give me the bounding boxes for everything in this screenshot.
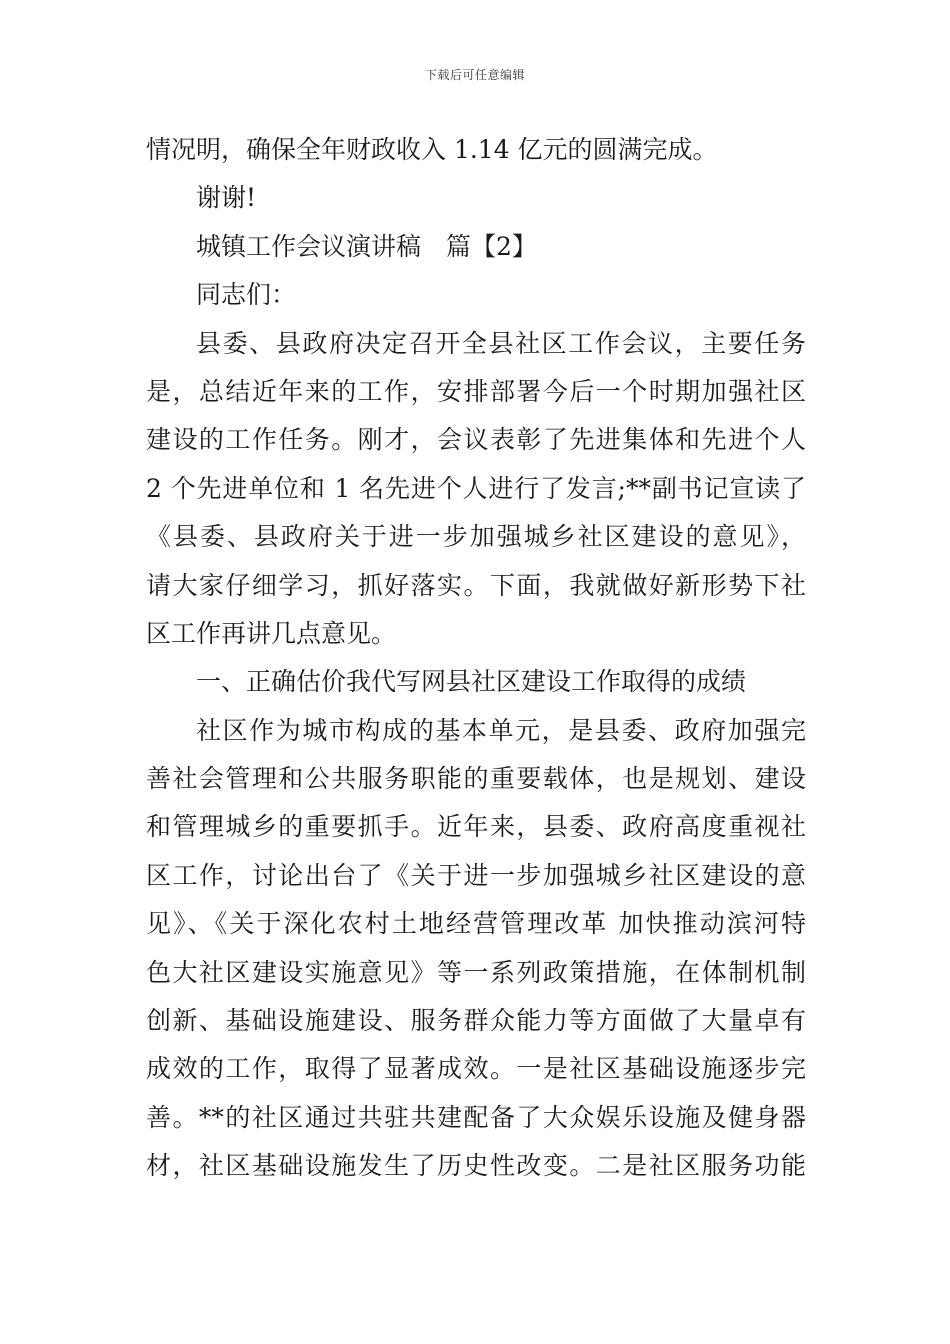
text-line: 2 个先进单位和 1 名先进个人进行了发言;**副书记宣读了 [146, 473, 806, 503]
text-line: 是，总结近年来的工作，安排部署今后一个时期加强社区 [146, 376, 806, 406]
text-line: 善。**的社区通过共驻共建配备了大众娱乐设施及健身器 [146, 1102, 806, 1132]
text-line: 《县委、县政府关于进一步加强城乡社区建设的意见》， [146, 522, 806, 552]
text-line: 见》、《关于深化农村土地经营管理改革 加快推动滨河特 [146, 909, 806, 939]
text-line: 材，社区基础设施发生了历史性改变。二是社区服务功能 [146, 1151, 806, 1181]
text-line: 谢谢! [196, 183, 257, 213]
text-line: 情况明，确保全年财政收入 1.14 亿元的圆满完成。 [146, 135, 718, 164]
page-header: 下载后可任意编辑 [424, 68, 525, 82]
text-line: 请大家仔细学习，抓好落实。下面，我就做好新形势下社 [146, 570, 806, 600]
text-line: 成效的工作，取得了显著成效。一是社区基础设施逐步完 [146, 1054, 806, 1084]
text-line: 社区作为城市构成的基本单元，是县委、政府加强完 [196, 715, 806, 745]
document-body [146, 126, 806, 1191]
text-line: 善社会管理和公共服务职能的重要载体，也是规划、建设 [146, 764, 806, 794]
text-line: 区工作再讲几点意见。 [146, 618, 397, 648]
text-line: 区工作，讨论出台了《关于进一步加强城乡社区建设的意 [146, 860, 806, 890]
text-line: 建设的工作任务。刚才，会议表彰了先进集体和先进个人 [146, 425, 806, 455]
salutation: 同志们： [196, 280, 297, 310]
text-line: 县委、县政府决定召开全县社区工作会议，主要任务 [196, 328, 806, 358]
text-line: 创新、基础设施建设、服务群众能力等方面做了大量卓有 [146, 1006, 806, 1036]
subsection-heading: 一、正确估价我代写网县社区建设工作取得的成绩 [196, 667, 747, 697]
text-line: 和管理城乡的重要抓手。近年来，县委、政府高度重视社 [146, 812, 806, 842]
text-line: 色大社区建设实施意见》等一系列政策措施，在体制机制 [146, 957, 806, 987]
section-heading: 城镇工作会议演讲稿 篇【2】 [196, 231, 537, 261]
